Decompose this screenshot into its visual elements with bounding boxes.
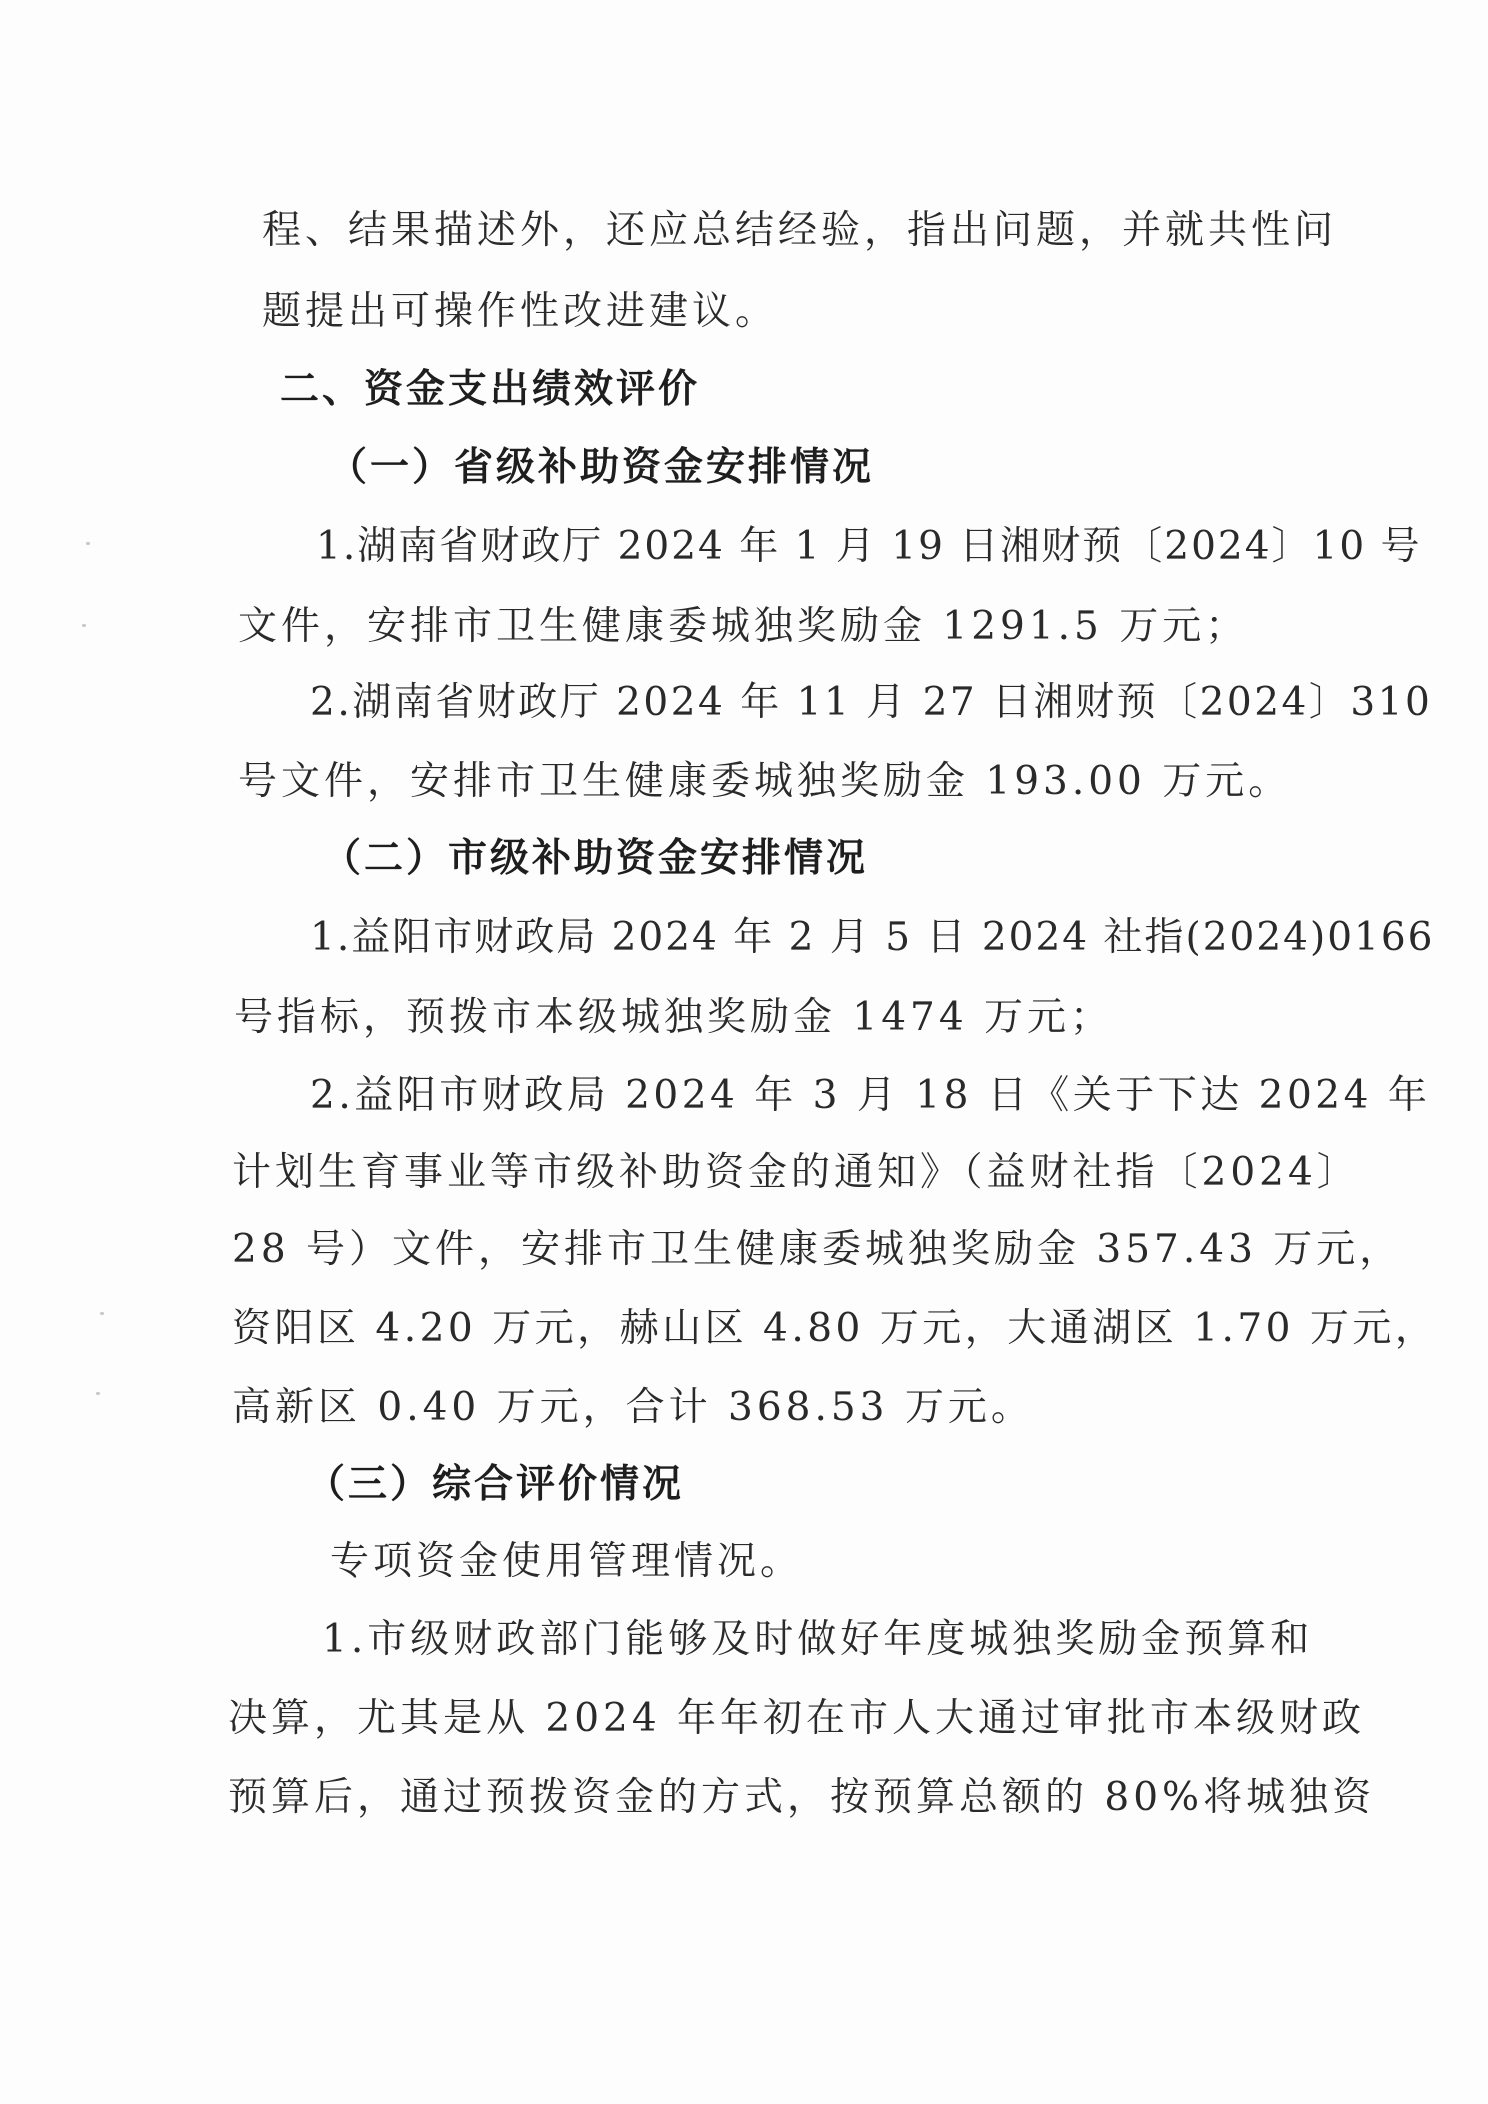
body-text-line: 专项资金使用管理情况。 bbox=[330, 1539, 804, 1584]
body-text-line: 程、结果描述外，还应总结经验，指出问题，并就共性问 bbox=[262, 208, 1338, 253]
body-text-line: 1.益阳市财政局 2024 年 2 月 5 日 2024 社指(2024)0166 bbox=[310, 915, 1435, 960]
body-text-line: 高新区 0.40 万元，合计 368.53 万元。 bbox=[232, 1385, 1034, 1430]
subsection-heading: （一）省级补助资金安排情况 bbox=[328, 445, 875, 490]
body-text-line: 计划生育事业等市级补助资金的通知》（益财社指〔2024〕 bbox=[232, 1150, 1360, 1195]
scan-speck bbox=[96, 1392, 100, 1395]
scan-speck bbox=[86, 542, 90, 545]
subsection-heading: （三）综合评价情况 bbox=[306, 1462, 685, 1507]
body-text-line: 28 号）文件，安排市卫生健康委城独奖励金 357.43 万元， bbox=[232, 1227, 1403, 1272]
body-text-line: 题提出可操作性改进建议。 bbox=[262, 289, 779, 334]
scan-speck bbox=[100, 1312, 104, 1315]
body-text-line: 决算，尤其是从 2024 年年初在市人大通过审批市本级财政 bbox=[228, 1696, 1366, 1741]
body-text-line: 1.湖南省财政厅 2024 年 1 月 19 日湘财预〔2024〕10 号 bbox=[316, 524, 1422, 569]
body-text-line: 预算后，通过预拨资金的方式，按预算总额的 80%将城独资 bbox=[228, 1775, 1376, 1820]
subsection-heading: （二）市级补助资金安排情况 bbox=[322, 836, 869, 881]
body-text-line: 2.益阳市财政局 2024 年 3 月 18 日《关于下达 2024 年 bbox=[310, 1073, 1431, 1118]
body-text-line: 号指标，预拨市本级城独奖励金 1474 万元； bbox=[234, 995, 1114, 1040]
section-heading: 二、资金支出绩效评价 bbox=[280, 367, 701, 412]
body-text-line: 号文件，安排市卫生健康委城独奖励金 193.00 万元。 bbox=[238, 759, 1292, 804]
body-text-line: 1.市级财政部门能够及时做好年度城独奖励金预算和 bbox=[322, 1617, 1314, 1662]
body-text-line: 2.湖南省财政厅 2024 年 11 月 27 日湘财预〔2024〕310 bbox=[310, 680, 1433, 725]
body-text-line: 资阳区 4.20 万元，赫山区 4.80 万元，大通湖区 1.70 万元， bbox=[232, 1306, 1438, 1351]
scan-speck bbox=[82, 624, 86, 627]
body-text-line: 文件，安排市卫生健康委城独奖励金 1291.5 万元； bbox=[238, 604, 1249, 649]
